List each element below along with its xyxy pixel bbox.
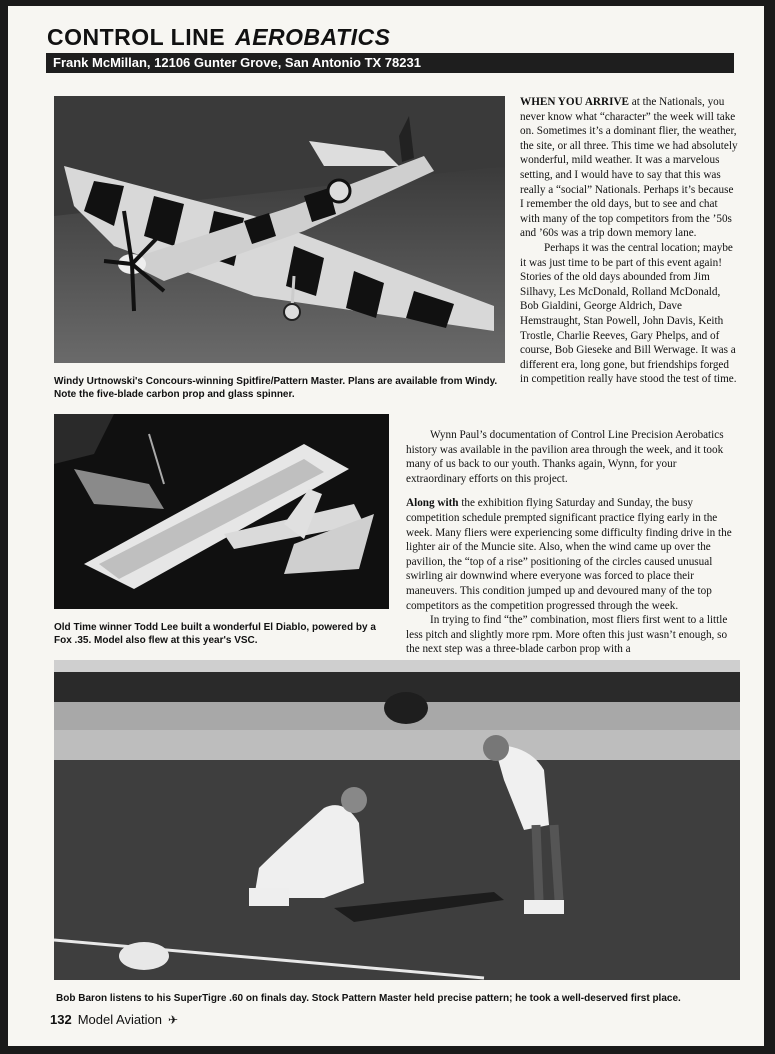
title-aerobatics: AEROBATICS bbox=[235, 24, 391, 50]
photo-spitfire bbox=[54, 96, 505, 363]
title-control-line: CONTROL LINE bbox=[47, 24, 226, 50]
byline-bar bbox=[46, 53, 734, 73]
magazine-name: Model Aviation bbox=[77, 1012, 163, 1027]
photo-el-diablo bbox=[54, 414, 389, 609]
page-number: 132 bbox=[50, 1012, 72, 1027]
photo-bob-baron bbox=[54, 660, 740, 980]
page-footer bbox=[50, 1012, 178, 1027]
photo-caption: Old Time winner Todd Lee built a wonderful El Diablo, powered by a Fox .35. Model also flew at this year's VSC. bbox=[54, 622, 376, 646]
photo-caption: Bob Baron listens to his SuperTigre .60 on finals day. Stock Pattern Master held precise pattern; he took a well-deserved first place. bbox=[56, 993, 681, 1004]
article-paragraph: Perhaps it was the central location; maybe it was just time to be part of this event again! Stories of the old days abounded from Jim Silhavy, Les McDonald, Rolland McDonald, Bob Gialdini, George Aldrich, Dave Hemstraught, Stan Powell, John Davis, Keith Trostle, Charlie Reeves, Gary Phelps, and of course, Bob Gieseke and Bill Werwage. It was a different era, long gone, but friendships forged in competition really have stood the test of time. bbox=[520, 241, 737, 386]
plane-icon: ✈ bbox=[168, 1013, 179, 1027]
article-paragraph: In trying to find “the” combination, most fliers first went to a little less pitch and slightly more rpm. More often this just wasn’t enough, so the next step was a three-blade carbon prop with a bbox=[406, 614, 728, 656]
byline-text: Frank McMillan, 12106 Gunter Grove, San Antonio TX 78231 bbox=[53, 55, 421, 70]
section-title bbox=[47, 24, 390, 51]
photo-caption: Windy Urtnowski's Concours-winning Spitfire/Pattern Master. Plans are available from Windy. Note the five-blade carbon prop and glass spinner. bbox=[54, 376, 498, 400]
lead-in: Along with bbox=[406, 497, 459, 510]
article-paragraph: Along with the exhibition flying Saturday and Sunday, the busy competition schedule prempted significant practice flying early in the week. Many fliers were experiencing some difficulty finding drive in the lighter air of the Muncie site. Also, when the wind came up over the pavilion, the “top of a rise” positioning of the circles caused unusual swirling air downwind where everyone was forced to place their maneuvers. This condition jumped up and devoured many of the top competitors as the competition progressed through the week. bbox=[406, 497, 732, 612]
article-paragraph: Wynn Paul’s documentation of Control Line Precision Aerobatics history was available in the pavilion area through the week, and it took many of us back to our youth. Thanks again, Wynn, for your extraordinary efforts on this project. bbox=[406, 429, 724, 485]
article-paragraph: WHEN YOU ARRIVE at the Nationals, you never know what “character” the week will take on. Sometimes it’s a dominant flier, the weather, the site, or all three. This time we had absolutely wonderful, mild weather. It was a marvelous setting, and I would have to say that this was really a “social” Nationals. Perhaps it’s because I remember the old days, but to see and chat with many of the top competitors from the ’50s and ’60s was a trip down memory lane. bbox=[520, 96, 738, 240]
article-column-top bbox=[520, 95, 738, 387]
article-column-bottom bbox=[406, 428, 738, 657]
lead-in: WHEN YOU ARRIVE bbox=[520, 96, 629, 108]
